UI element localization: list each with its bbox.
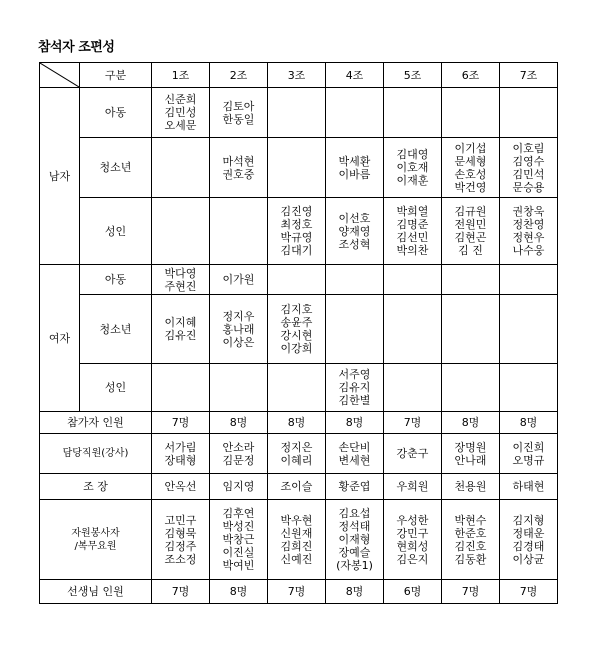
name-list (268, 303, 325, 355)
group-header: 1조 (152, 63, 210, 88)
teacher-count: 7명 (268, 580, 326, 604)
person-name: 정지은 (280, 440, 313, 454)
person-name: 박의찬 (396, 244, 429, 257)
person-name: 김민석 (512, 167, 545, 181)
teacher-count: 6명 (384, 580, 442, 604)
person-name: 김선민 (396, 231, 429, 244)
person-name: 장태형 (164, 453, 197, 467)
person-name: 강민구 (396, 526, 429, 540)
male-row (40, 138, 558, 198)
staff-cell (442, 434, 500, 474)
name-list (210, 155, 267, 181)
group-cell (210, 198, 268, 265)
leader-label: 조 장 (40, 474, 152, 500)
person-name: 김은지 (396, 552, 429, 566)
person-name: 박우현 (280, 513, 313, 527)
person-name: 김대기 (280, 244, 313, 257)
person-name: 홍나래 (222, 322, 255, 336)
name-list (442, 441, 499, 467)
person-name: 서주영 (338, 368, 371, 381)
name-list (442, 514, 499, 566)
staff-cell (268, 434, 326, 474)
person-name: 이호재 (396, 161, 429, 174)
person-name: 김형묵 (164, 526, 197, 540)
person-name: 김토아 (222, 99, 255, 113)
person-name: 변세현 (338, 453, 371, 467)
person-name: 박성진 (222, 520, 255, 533)
group-cell (326, 198, 384, 265)
person-name: 조성혁 (338, 237, 371, 251)
person-name: 강춘구 (396, 447, 429, 460)
group-cell (268, 88, 326, 138)
group-cell (384, 138, 442, 198)
label-line: /복무요원 (74, 540, 117, 552)
group-cell (326, 138, 384, 198)
group-cell (384, 88, 442, 138)
person-name: 김명준 (396, 218, 429, 231)
name-list (384, 205, 441, 257)
person-name: 정찬영 (512, 218, 545, 231)
person-name: 이상은 (222, 335, 255, 349)
name-list (268, 441, 325, 467)
header-label: 구분 (80, 63, 152, 88)
group-cell (500, 364, 558, 412)
participant-count: 8명 (442, 412, 500, 434)
group-header: 4조 (326, 63, 384, 88)
person-name: 박세환 (338, 154, 371, 168)
group-header: 5조 (384, 63, 442, 88)
leader-name: 안옥선 (152, 474, 210, 500)
person-name: 김유지 (338, 381, 371, 394)
group-cell (442, 138, 500, 198)
group-header: 3조 (268, 63, 326, 88)
group-cell (210, 364, 268, 412)
age-group-label: 성인 (80, 364, 152, 412)
teacher-count: 7명 (152, 580, 210, 604)
person-name: 주현진 (164, 279, 197, 293)
group-cell (210, 138, 268, 198)
person-name: 박희열 (396, 205, 429, 218)
leader-name: 우희원 (384, 474, 442, 500)
staff-label: 담당직원(강사) (40, 434, 152, 474)
volunteer-cell (326, 500, 384, 580)
name-list (210, 273, 267, 286)
male-gender-label: 남자 (40, 88, 80, 265)
group-cell (384, 295, 442, 364)
group-cell (152, 364, 210, 412)
staff-cell (500, 434, 558, 474)
participants-label: 참가자 인원 (40, 412, 152, 434)
person-name: 나수웅 (512, 244, 545, 257)
group-cell (268, 295, 326, 364)
name-list (384, 447, 441, 460)
participant-count: 7명 (384, 412, 442, 434)
participant-count: 8명 (268, 412, 326, 434)
person-name: 문세형 (454, 154, 487, 168)
volunteer-cell (442, 500, 500, 580)
leader-name: 임지영 (210, 474, 268, 500)
person-name: 김진영 (280, 205, 313, 218)
person-name: 박규영 (280, 231, 313, 244)
name-list (210, 310, 267, 349)
leader-name: 천용원 (442, 474, 500, 500)
person-name: 최정호 (280, 218, 313, 231)
person-name: 정지우 (222, 309, 255, 323)
name-list (384, 514, 441, 566)
person-name: 김경태 (512, 539, 545, 553)
group-cell (500, 265, 558, 295)
person-name: 김진호 (454, 539, 487, 553)
person-name: 이강희 (280, 342, 313, 355)
age-group-label: 아동 (80, 88, 152, 138)
volunteers-label (40, 500, 152, 580)
participant-count: 8명 (326, 412, 384, 434)
group-cell (326, 295, 384, 364)
group-cell (442, 364, 500, 412)
person-name: 이선호 (338, 211, 371, 225)
group-cell (152, 295, 210, 364)
name-list (500, 441, 557, 467)
person-name: 김유진 (164, 329, 197, 342)
name-list (152, 267, 209, 293)
participant-count: 8명 (500, 412, 558, 434)
group-cell (442, 265, 500, 295)
person-name: 이바름 (338, 167, 371, 181)
name-list (442, 205, 499, 257)
person-name: 김규원 (454, 205, 487, 218)
name-list (152, 514, 209, 566)
person-name: 이진실 (222, 546, 255, 559)
person-name: 마석현 (222, 154, 255, 168)
group-cell (500, 138, 558, 198)
group-cell (152, 88, 210, 138)
leader-row (40, 474, 558, 500)
name-list (152, 93, 209, 132)
person-name: 오세문 (164, 119, 197, 132)
name-list (384, 148, 441, 187)
person-name: 이기섭 (454, 141, 487, 155)
person-name: 장명원 (454, 440, 487, 454)
person-name: 김정주 (164, 539, 197, 553)
person-name: 강시현 (280, 329, 313, 342)
person-name: 이재훈 (396, 174, 429, 187)
person-name: 서가림 (164, 440, 197, 454)
name-list (152, 441, 209, 467)
person-name: 박현수 (454, 513, 487, 527)
name-list (210, 100, 267, 126)
group-cell (268, 198, 326, 265)
age-group-label: 아동 (80, 265, 152, 295)
group-cell (152, 198, 210, 265)
person-name: 김문정 (222, 453, 255, 467)
name-list (326, 507, 383, 572)
volunteer-cell (268, 500, 326, 580)
staff-row (40, 434, 558, 474)
group-cell (442, 198, 500, 265)
group-cell (326, 88, 384, 138)
group-header: 6조 (442, 63, 500, 88)
group-cell (442, 88, 500, 138)
teacher-count: 8명 (326, 580, 384, 604)
group-cell (326, 364, 384, 412)
group-cell (384, 198, 442, 265)
group-cell (210, 265, 268, 295)
group-header: 2조 (210, 63, 268, 88)
person-name: 김지형 (512, 513, 545, 527)
teacher-count: 8명 (210, 580, 268, 604)
name-list (268, 205, 325, 257)
person-name: 이지혜 (164, 316, 197, 329)
person-name: 전원민 (454, 218, 487, 231)
person-name: 김희진 (280, 539, 313, 553)
volunteer-cell (210, 500, 268, 580)
age-group-label: 청소년 (80, 295, 152, 364)
participant-count: 7명 (152, 412, 210, 434)
name-list (326, 368, 383, 407)
group-cell (384, 364, 442, 412)
person-name: 김한별 (338, 394, 371, 407)
person-name: 정태운 (512, 526, 545, 540)
header-row (40, 63, 558, 88)
group-cell (152, 265, 210, 295)
group-cell (268, 265, 326, 295)
person-name: 정석태 (338, 520, 371, 533)
teachers-label: 선생님 인원 (40, 580, 152, 604)
group-cell (500, 295, 558, 364)
staff-cell (210, 434, 268, 474)
name-list (268, 514, 325, 566)
age-group-label: 성인 (80, 198, 152, 265)
person-name: 박창근 (222, 533, 255, 546)
group-cell (268, 138, 326, 198)
female-row (40, 364, 558, 412)
person-name: 이가원 (222, 273, 255, 286)
person-name: 문승용 (512, 180, 545, 194)
female-row (40, 295, 558, 364)
person-name: 김현곤 (454, 231, 487, 244)
person-name: 손단비 (338, 440, 371, 454)
person-name: 이상균 (512, 552, 545, 566)
female-row (40, 265, 558, 295)
person-name: 한준호 (454, 526, 487, 540)
group-header: 7조 (500, 63, 558, 88)
volunteers-label-lines (40, 527, 151, 553)
group-cell (500, 88, 558, 138)
name-list (500, 514, 557, 566)
volunteer-cell (384, 500, 442, 580)
staff-cell (152, 434, 210, 474)
person-name: 김요섭 (338, 507, 371, 520)
person-name: 김후연 (222, 507, 255, 520)
female-gender-label: 여자 (40, 265, 80, 412)
volunteers-row (40, 500, 558, 580)
person-name: (자봉1) (336, 559, 373, 572)
person-name: 장예슬 (338, 546, 371, 559)
group-cell (210, 295, 268, 364)
name-list (326, 155, 383, 181)
person-name: 김영수 (512, 154, 545, 168)
person-name: 우성한 (396, 513, 429, 527)
person-name: 김지호 (280, 303, 313, 316)
group-cell (268, 364, 326, 412)
leader-name: 조이슬 (268, 474, 326, 500)
person-name: 박다영 (164, 266, 197, 280)
person-name: 김동환 (454, 552, 487, 566)
person-name: 정현우 (512, 231, 545, 244)
volunteer-cell (152, 500, 210, 580)
person-name: 오명규 (512, 453, 545, 467)
name-list (326, 212, 383, 251)
group-cell (326, 265, 384, 295)
person-name: 안나래 (454, 453, 487, 467)
teacher-count: 7명 (500, 580, 558, 604)
person-name: 한동일 (222, 112, 255, 126)
staff-cell (326, 434, 384, 474)
person-name: 신준희 (164, 93, 197, 106)
person-name: 이호림 (512, 141, 545, 155)
group-cell (384, 265, 442, 295)
male-row (40, 198, 558, 265)
name-list (500, 205, 557, 257)
person-name: 박여빈 (222, 559, 255, 572)
roster-table (39, 62, 558, 604)
name-list (210, 441, 267, 467)
group-cell (152, 138, 210, 198)
person-name: 김대영 (396, 148, 429, 161)
male-row (40, 88, 558, 138)
person-name: 권창욱 (512, 205, 545, 218)
person-name: 조소정 (164, 552, 197, 566)
person-name: 양재영 (338, 224, 371, 238)
name-list (326, 441, 383, 467)
group-cell (442, 295, 500, 364)
person-name: 송윤주 (280, 316, 313, 329)
page-title: 참석자 조편성 (38, 40, 115, 55)
person-name: 이재형 (338, 533, 371, 546)
name-list (442, 142, 499, 194)
leader-name: 하태현 (500, 474, 558, 500)
person-name: 김민성 (164, 106, 197, 119)
age-group-label: 청소년 (80, 138, 152, 198)
diagonal-corner-cell (40, 63, 80, 88)
name-list (500, 142, 557, 194)
leader-name: 황준엽 (326, 474, 384, 500)
name-list (152, 316, 209, 342)
person-name: 박건영 (454, 180, 487, 194)
person-name: 현희성 (396, 539, 429, 553)
teacher-count: 7명 (442, 580, 500, 604)
person-name: 이진희 (512, 440, 545, 454)
staff-cell (384, 434, 442, 474)
person-name: 안소라 (222, 440, 255, 454)
label-line: 자원봉사자 (71, 527, 120, 539)
person-name: 손호성 (454, 167, 487, 181)
group-cell (210, 88, 268, 138)
person-name: 권호중 (222, 167, 255, 181)
volunteer-cell (500, 500, 558, 580)
person-name: 김 진 (458, 244, 483, 257)
participant-count: 8명 (210, 412, 268, 434)
person-name: 신원재 (280, 526, 313, 540)
person-name: 이혜리 (280, 453, 313, 467)
group-cell (500, 198, 558, 265)
teachers-row (40, 580, 558, 604)
participants-row (40, 412, 558, 434)
name-list (210, 507, 267, 572)
person-name: 신예진 (280, 552, 313, 566)
person-name: 고민구 (164, 513, 197, 527)
